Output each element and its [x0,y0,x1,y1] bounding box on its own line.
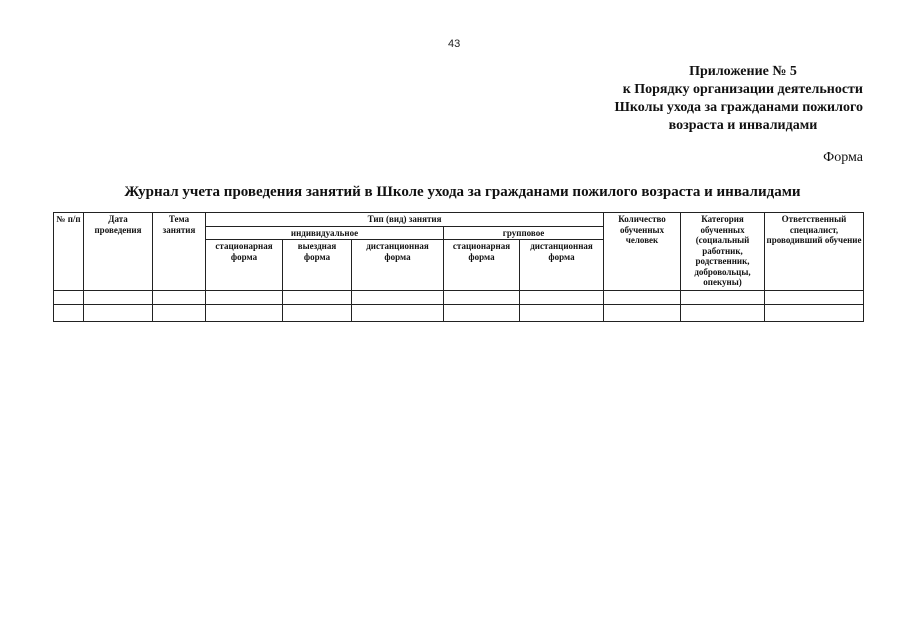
table-cell [283,305,352,322]
header-grp-stationary: стационарная форма [444,240,520,291]
header-group: групповое [444,226,604,240]
table-cell [520,305,604,322]
table-cell [604,291,681,305]
header-individual: индивидуальное [206,226,444,240]
header-responsible: Ответственный специалист, проводивший обучение [765,213,864,291]
header-topic: Тема занятия [153,213,206,291]
table-row [54,305,864,322]
header-date: Дата проведения [84,213,153,291]
table-cell [84,291,153,305]
table-cell [681,305,765,322]
appendix-line-3: Школы ухода за гражданами пожилого [614,100,863,115]
header-ind-distance: дистанционная форма [352,240,444,291]
table-cell [765,291,864,305]
table-cell [54,291,84,305]
header-ind-stationary: стационарная форма [206,240,283,291]
header-type: Тип (вид) занятия [206,213,604,227]
table-cell [444,291,520,305]
table-cell [520,291,604,305]
table-cell [283,291,352,305]
table-cell [352,291,444,305]
table-cell [765,305,864,322]
table-cell [54,305,84,322]
journal-table [53,212,864,322]
appendix-line-1: Приложение № 5 [689,64,797,79]
header-num: № п/п [54,213,84,291]
table-cell [681,291,765,305]
table-cell [352,305,444,322]
table-cell [444,305,520,322]
header-ind-outgoing: выездная форма [283,240,352,291]
page-number: 43 [448,38,461,50]
header-category: Категория обученных (социальный работник, родственник, добровольцы, опекуны) [681,213,765,291]
form-label: Форма [823,150,863,165]
table-row [54,291,864,305]
appendix-line-4: возраста и инвалидами [668,118,818,133]
table-cell [604,305,681,322]
table-cell [206,291,283,305]
table-cell [153,305,206,322]
table-cell [206,305,283,322]
journal-title: Журнал учета проведения занятий в Школе ухода за гражданами пожилого возраста и инвалидами [124,184,801,200]
appendix-header [503,63,863,135]
appendix-line-2: к Порядку организации деятельности [622,82,863,97]
header-grp-distance: дистанционная форма [520,240,604,291]
table-cell [153,291,206,305]
table-cell [84,305,153,322]
header-count: Количество обученных человек [604,213,681,291]
